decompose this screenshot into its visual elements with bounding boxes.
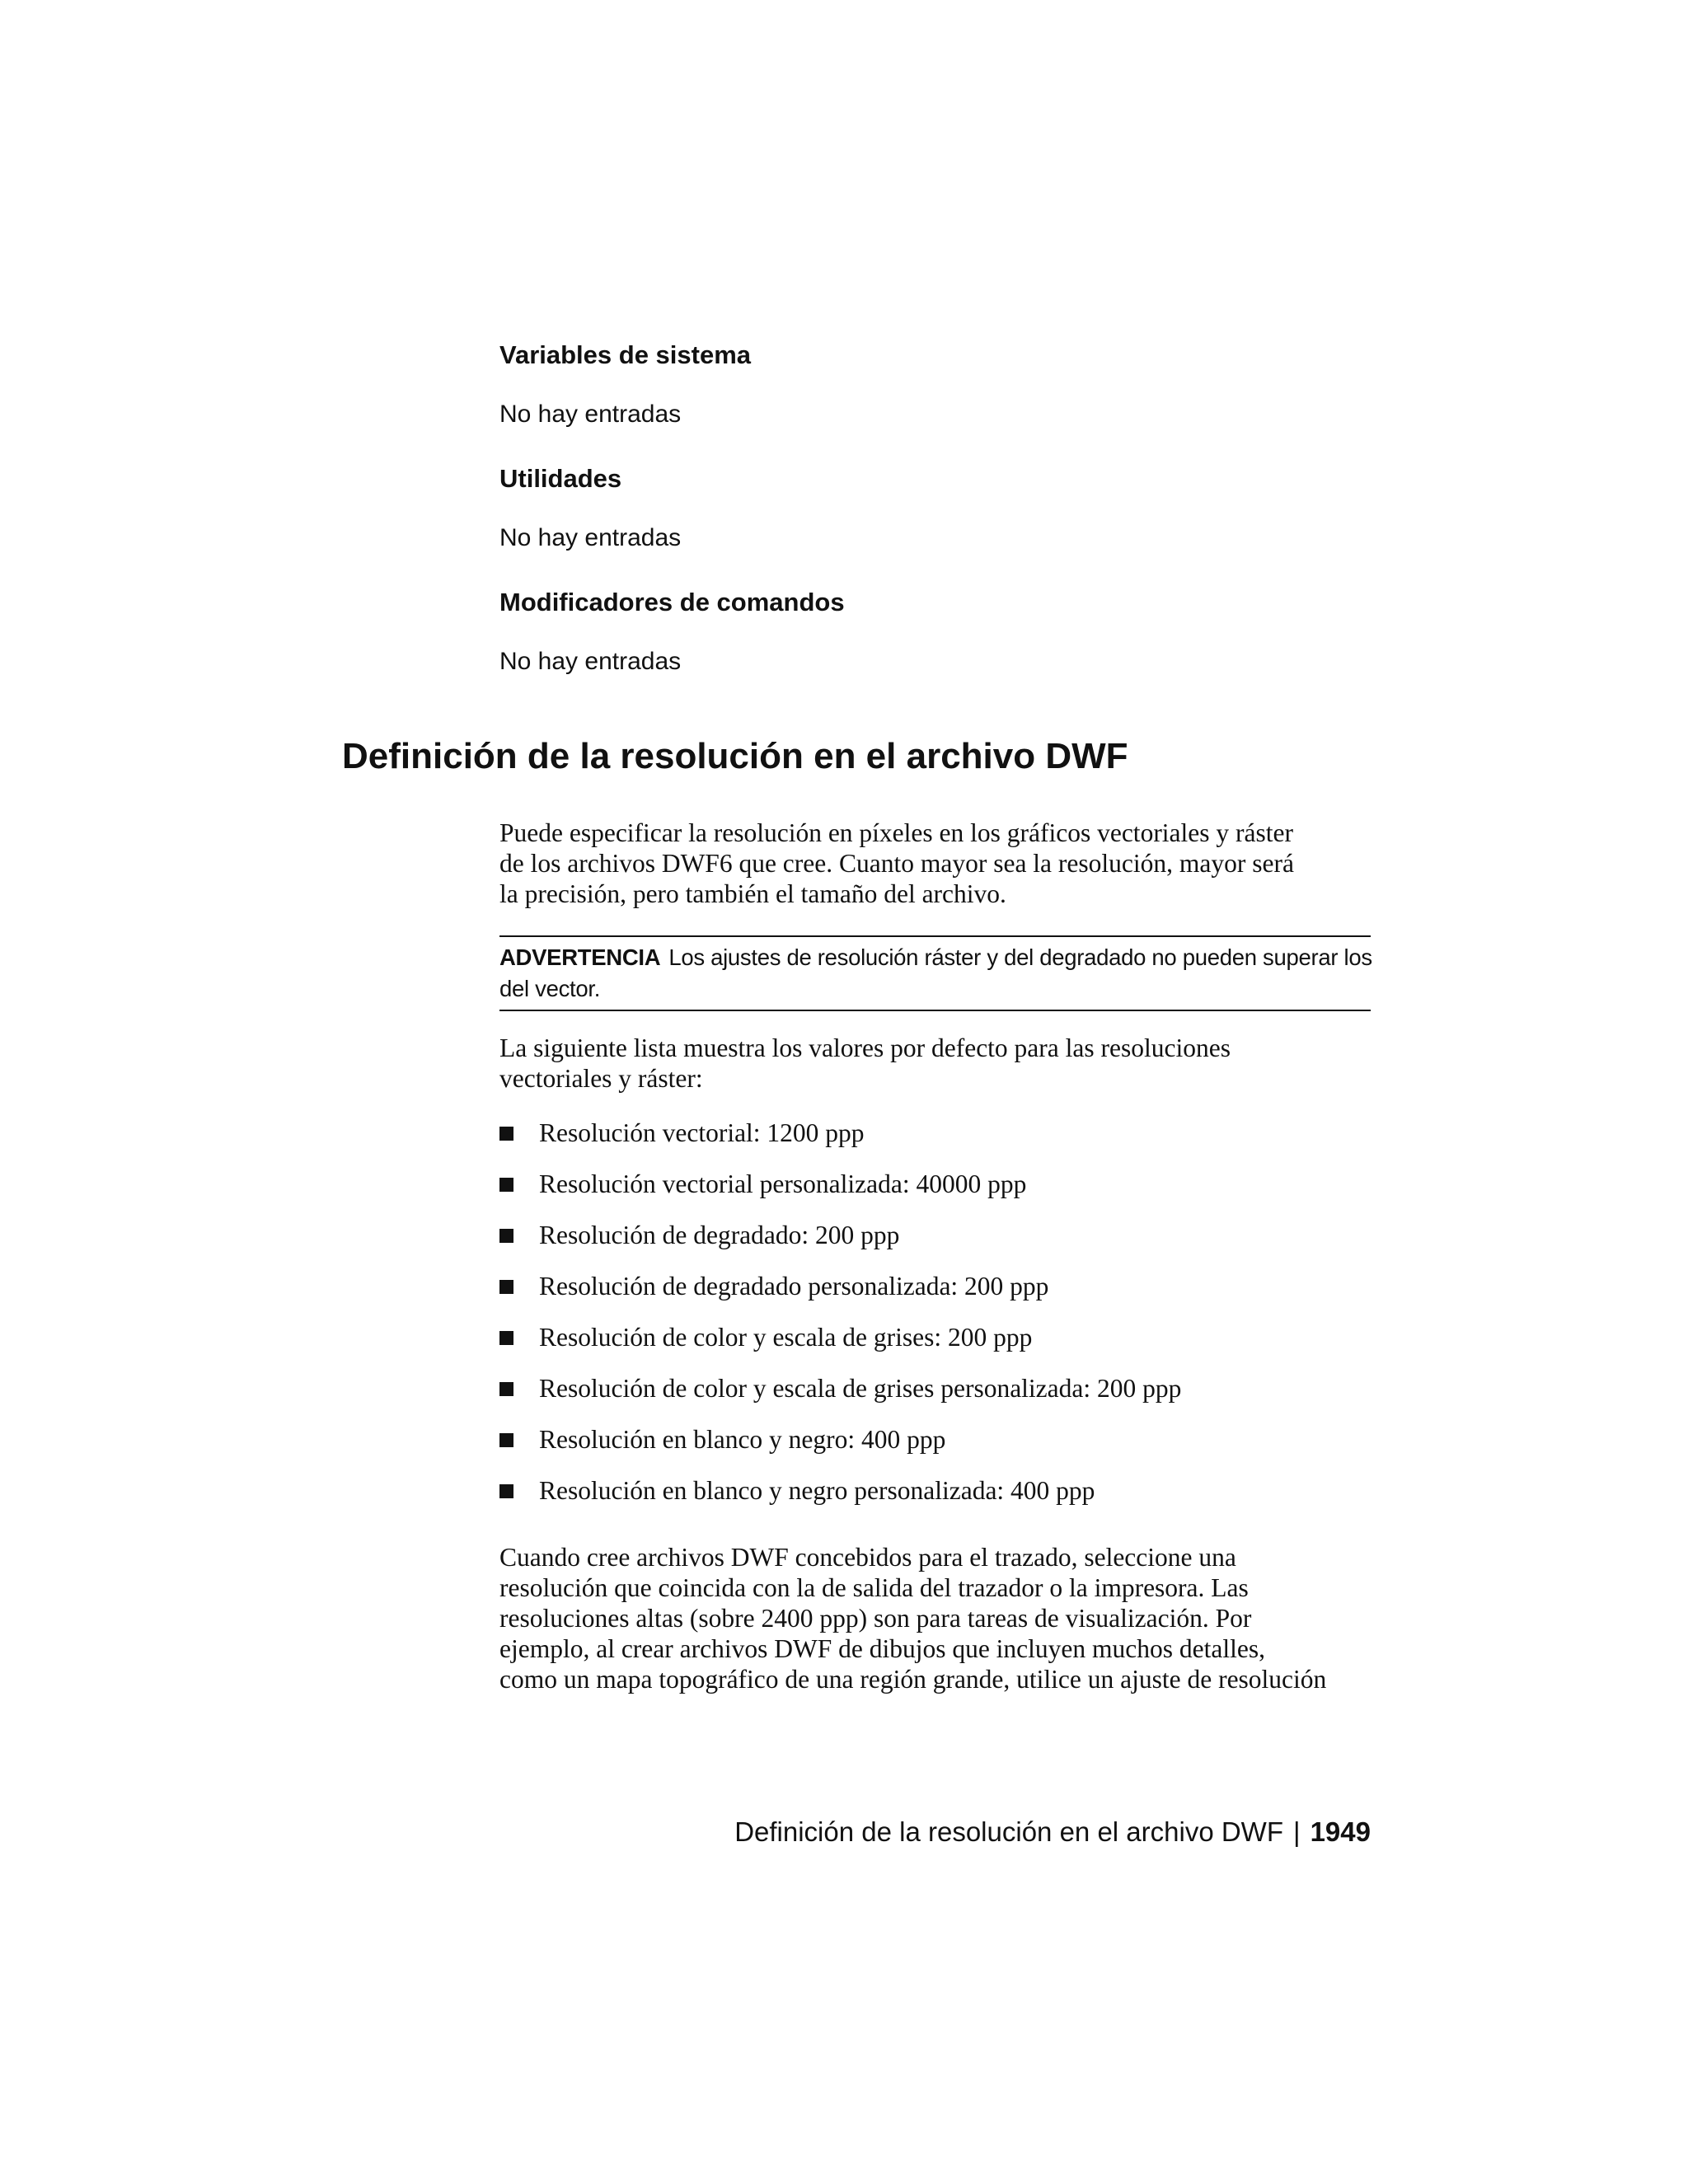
warning-note (499, 942, 1373, 1005)
footer-separator: | (1293, 1816, 1301, 1847)
list-item: Resolución de degradado: 200 ppp (499, 1219, 1181, 1270)
list-item: Resolución de color y escala de grises: 200 ppp (499, 1321, 1181, 1372)
list-item: Resolución de color y escala de grises personalizada: 200 ppp (499, 1372, 1181, 1423)
warning-label: ADVERTENCIA (499, 944, 661, 970)
square-bullet-icon (499, 1331, 513, 1345)
main-heading: Definición de la resolución en el archivo DWF (342, 736, 1128, 776)
section-text-variables: No hay entradas (499, 401, 682, 428)
closing-line: resolución que coincida con la de salida del trazador o la impresora. Las (499, 1573, 1249, 1602)
list-item: Resolución de degradado personalizada: 200 ppp (499, 1270, 1181, 1321)
list-intro-line: La siguiente lista muestra los valores por defecto para las resoluciones (499, 1033, 1231, 1062)
square-bullet-icon (499, 1127, 513, 1141)
closing-line: ejemplo, al crear archivos DWF de dibujos que incluyen muchos detalles, (499, 1634, 1265, 1663)
section-heading-variables: Variables de sistema (499, 340, 752, 369)
square-bullet-icon (499, 1484, 513, 1498)
resolution-list (499, 1117, 1181, 1526)
intro-line: la precisión, pero también el tamaño del archivo. (499, 879, 1006, 908)
intro-line: de los archivos DWF6 que cree. Cuanto mayor sea la resolución, mayor será (499, 849, 1294, 878)
closing-line: como un mapa topográfico de una región grande, utilice un ajuste de resolución (499, 1665, 1327, 1694)
list-intro-line: vectoriales y ráster: (499, 1064, 703, 1093)
footer-title: Definición de la resolución en el archivo DWF (734, 1816, 1283, 1847)
square-bullet-icon (499, 1280, 513, 1294)
warning-top-rule (499, 935, 1371, 937)
intro-line: Puede especificar la resolución en píxeles en los gráficos vectoriales y ráster (499, 818, 1293, 847)
page-footer (734, 1816, 1371, 1848)
page-number: 1949 (1310, 1816, 1371, 1847)
closing-line: resoluciones altas (sobre 2400 ppp) son para tareas de visualización. Por (499, 1604, 1252, 1633)
warning-text: Los ajustes de resolución ráster y del degradado no pueden superar los del vector. (499, 944, 1372, 1001)
section-heading-utilidades: Utilidades (499, 464, 622, 493)
section-text-modificadores: No hay entradas (499, 648, 682, 675)
closing-line: Cuando cree archivos DWF concebidos para el trazado, seleccione una (499, 1543, 1236, 1572)
square-bullet-icon (499, 1382, 513, 1396)
section-heading-modificadores: Modificadores de comandos (499, 588, 845, 616)
list-intro-paragraph (499, 1033, 1373, 1094)
intro-paragraph (499, 818, 1373, 909)
list-item: Resolución en blanco y negro personalizada: 400 ppp (499, 1474, 1181, 1526)
warning-bottom-rule (499, 1010, 1371, 1011)
list-item: Resolución vectorial: 1200 ppp (499, 1117, 1181, 1168)
square-bullet-icon (499, 1229, 513, 1243)
list-item: Resolución vectorial personalizada: 40000 ppp (499, 1168, 1181, 1219)
square-bullet-icon (499, 1433, 513, 1447)
square-bullet-icon (499, 1178, 513, 1192)
closing-paragraph (499, 1542, 1373, 1694)
list-item: Resolución en blanco y negro: 400 ppp (499, 1423, 1181, 1474)
section-text-utilidades: No hay entradas (499, 524, 682, 551)
